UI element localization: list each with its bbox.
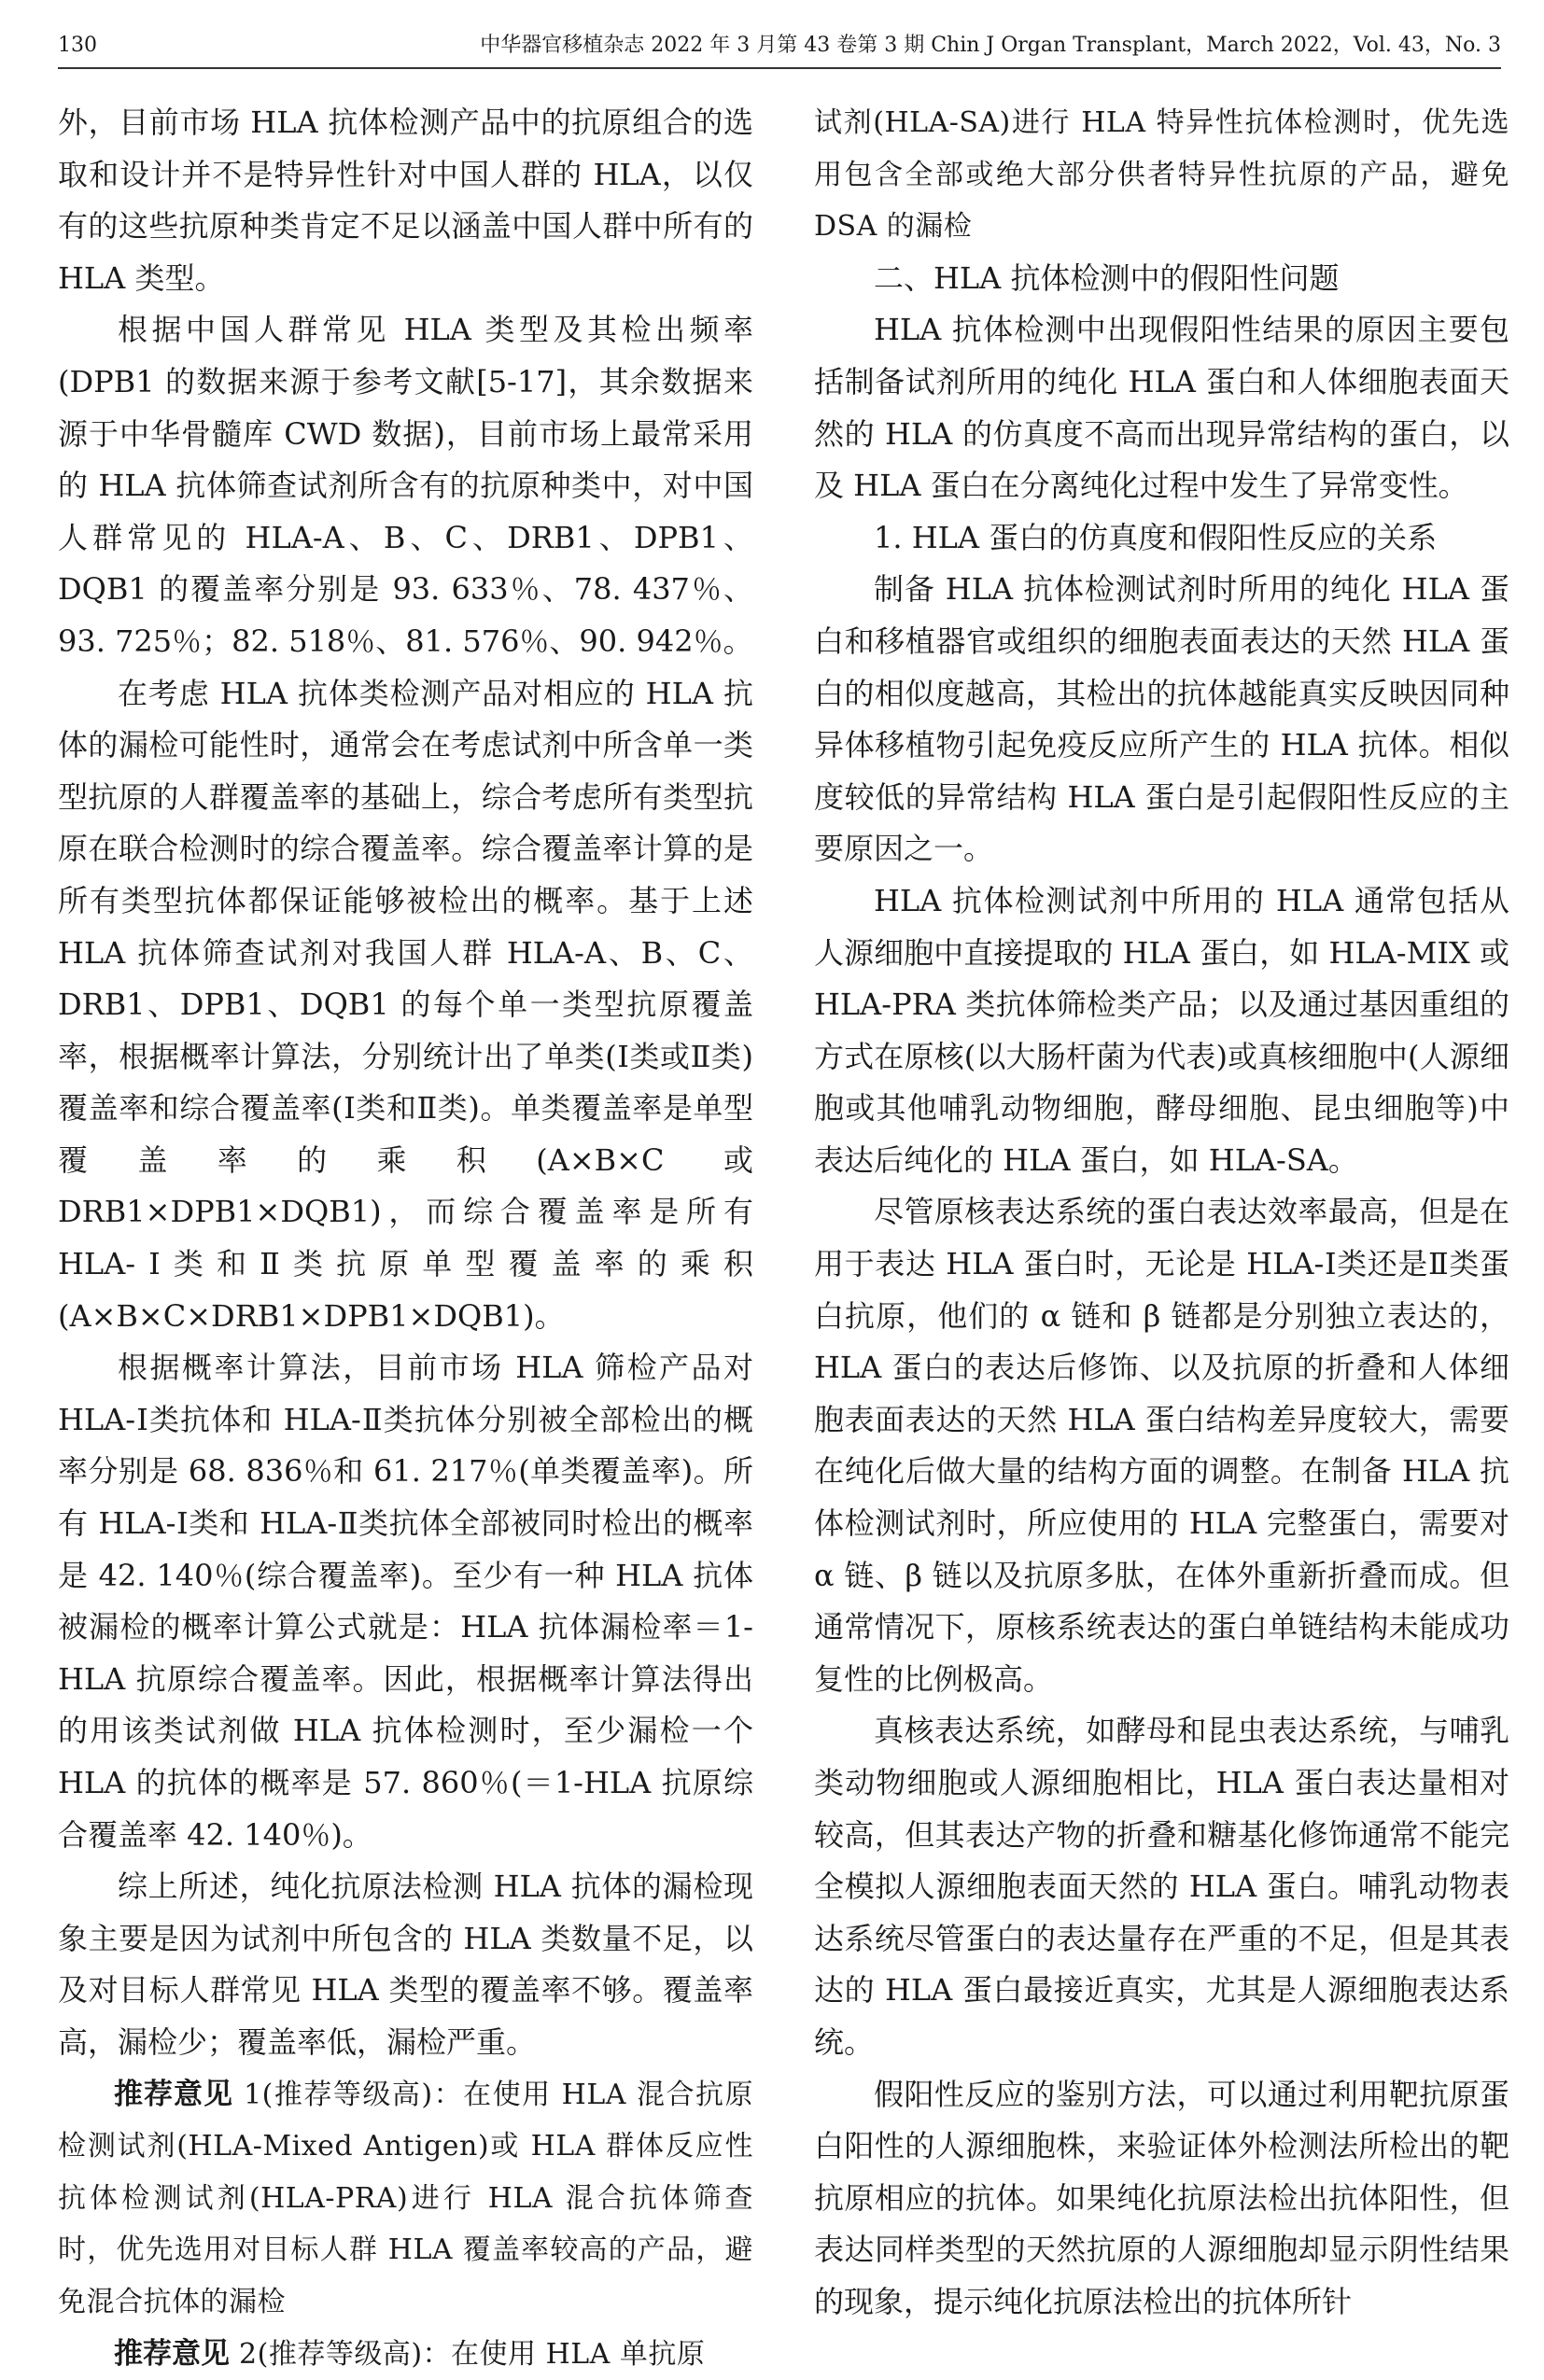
paragraph: 综上所述，纯化抗原法检测 HLA 抗体的漏检现象主要是因为试剂中所包含的 HLA 类数量不足，以及对目标人群常见 HLA 类型的覆盖率不够。覆盖率高，漏检少；覆盖率低，漏检严重。	[58, 1869, 753, 2060]
subsection-heading: 1. HLA 蛋白的仿真度和假阳性反应的关系	[874, 519, 1438, 555]
paragraph: 根据概率计算法，目前市场 HLA 筛检产品对 HLA-Ⅰ类抗体和 HLA-Ⅱ类抗体分别被全部检出的概率分别是 68. 836％和 61. 217％(单类覆盖率)。所有 HLA-Ⅰ类和 HLA-Ⅱ类抗体全部被同时检出的概率是 42. 140％(综合覆盖率)。至少有一种 HLA 抗体被漏检的概率计算公式就是：HLA 抗体漏检率＝1-HLA 抗原综合覆盖率。因此，根据概率计算法得出的用该类试剂做 HLA 抗体检测时，至少漏检一个 HLA 的抗体的概率是 57. 860％(＝1-HLA 抗原综合覆盖率 42. 140％)。	[58, 1350, 753, 1853]
recommendation-text: 1(推荐等级高)：在使用 HLA 混合抗原检测试剂(HLA-Mixed Antigen)或 HLA 群体反应性抗体检测试剂(HLA-PRA)进行 HLA 混合抗体筛查时，优先选用对目标人群 HLA 覆盖率较高的产品，避免混合抗体的漏检	[58, 2078, 753, 2318]
paragraph: 根据中国人群常见 HLA 类型及其检出频率(DPB1 的数据来源于参考文献[5-17]，其余数据来源于中华骨髓库 CWD 数据)，目前市场上最常采用的 HLA 抗体筛查试剂所含有的抗原种类中，对中国人群常见的 HLA-A、B、C、DRB1、DPB1、DQB1 的覆盖率分别是 93. 633％、78. 437％、93. 725％；82. 518％、81. 576％、90. 942％。	[58, 312, 753, 659]
journal-info: 中华器官移植杂志 2022 年 3 月第 43 卷第 3 期 Chin J Organ Transplant，March 2022，Vol. 43，No. 3	[480, 34, 1501, 57]
paragraph: 外，目前市场 HLA 抗体检测产品中的抗原组合的选取和设计并不是特异性针对中国人群的 HLA，以仅有的这些抗原种类肯定不足以涵盖中国人群中所有的 HLA 类型。	[58, 105, 753, 296]
paragraph: 在考虑 HLA 抗体类检测产品对相应的 HLA 抗体的漏检可能性时，通常会在考虑试剂中所含单一类型抗原的人群覆盖率的基础上，综合考虑所有类型抗原在联合检测时的综合覆盖率。综合覆盖率计算的是所有类型抗体都保证能够被检出的概率。基于上述 HLA 抗体筛查试剂对我国人群 HLA-A、B、C、DRB1、DPB1、DQB1 的每个单一类型抗原覆盖率，根据概率计算法，分别统计出了单类(Ⅰ类或Ⅱ类)覆盖率和综合覆盖率(Ⅰ类和Ⅱ类)。单类覆盖率是单型覆盖率的乘积(A×B×C 或 DRB1×DPB1×DQB1)，而综合覆盖率是所有 HLA-Ⅰ类和Ⅱ类抗原单型覆盖率的乘积(A×B×C×DRB1×DPB1×DQB1)。	[58, 675, 753, 1334]
left-column	[58, 97, 753, 2380]
section-heading: 二、HLA 抗体检测中的假阳性问题	[874, 259, 1340, 296]
running-header	[58, 24, 1501, 69]
recommendation-2-continued: 试剂(HLA-SA)进行 HLA 特异性抗体检测时，优先选用包含全部或绝大部分供者特异性抗原的产品，避免 DSA 的漏检	[814, 106, 1509, 244]
recommendation-1	[58, 2069, 753, 2329]
paragraph: 制备 HLA 抗体检测试剂时所用的纯化 HLA 蛋白和移植器官或组织的细胞表面表达的天然 HLA 蛋白的相似度越高，其检出的抗体越能真实反映因同种异体移植物引起免疫反应所产生的 HLA 抗体。相似度较低的异常结构 HLA 蛋白是引起假阳性反应的主要原因之一。	[814, 571, 1509, 867]
recommendation-label: 推荐意见	[114, 2077, 234, 2111]
paragraph: HLA 抗体检测中出现假阳性结果的原因主要包括制备试剂所用的纯化 HLA 蛋白和人体细胞表面天然的 HLA 的仿真度不高而出现异常结构的蛋白，以及 HLA 蛋白在分离纯化过程中发生了异常变性。	[814, 312, 1509, 504]
paragraph: HLA 抗体检测试剂中所用的 HLA 通常包括从人源细胞中直接提取的 HLA 蛋白，如 HLA-MIX 或 HLA-PRA 类抗体筛检类产品；以及通过基因重组的方式在原核(以大肠杆菌为代表)或真核细胞中(人源细胞或其他哺乳动物细胞，酵母细胞、昆虫细胞等)中表达后纯化的 HLA 蛋白，如 HLA-SA。	[814, 882, 1509, 1178]
recommendation-text: 2(推荐等级高)：在使用 HLA 单抗原	[230, 2337, 706, 2371]
paragraph: 假阳性反应的鉴别方法，可以通过利用靶抗原蛋白阳性的人源细胞株，来验证体外检测法所检出的靶抗原相应的抗体。如果纯化抗原法检出抗体阳性，但表达同样类型的天然抗原的人源细胞却显示阴性结果的现象，提示纯化抗原法检出的抗体所针	[814, 2076, 1509, 2319]
page-number: 130	[58, 34, 97, 57]
right-column	[814, 97, 1509, 2329]
paragraph: 真核表达系统，如酵母和昆虫表达系统，与哺乳类动物细胞或人源细胞相比，HLA 蛋白表达量相对较高，但其表达产物的折叠和糖基化修饰通常不能完全模拟人源细胞表面天然的 HLA 蛋白。哺乳动物表达系统尽管蛋白的表达量存在严重的不足，但是其表达的 HLA 蛋白最接近真实，尤其是人源细胞表达系统。	[814, 1713, 1509, 2060]
recommendation-label: 推荐意见	[114, 2336, 230, 2371]
paragraph: 尽管原核表达系统的蛋白表达效率最高，但是在用于表达 HLA 蛋白时，无论是 HLA-Ⅰ类还是Ⅱ类蛋白抗原，他们的 α 链和 β 链都是分别独立表达的，HLA 蛋白的表达后修饰、以及抗原的折叠和人体细胞表面表达的天然 HLA 蛋白结构差异度较大，需要在纯化后做大量的结构方面的调整。在制备 HLA 抗体检测试剂时，所应使用的 HLA 完整蛋白，需要对 α 链、β 链以及抗原多肽，在体外重新折叠而成。但通常情况下，原核系统表达的蛋白单链结构未能成功复性的比例极高。	[814, 1194, 1509, 1697]
recommendation-2	[58, 2329, 753, 2380]
